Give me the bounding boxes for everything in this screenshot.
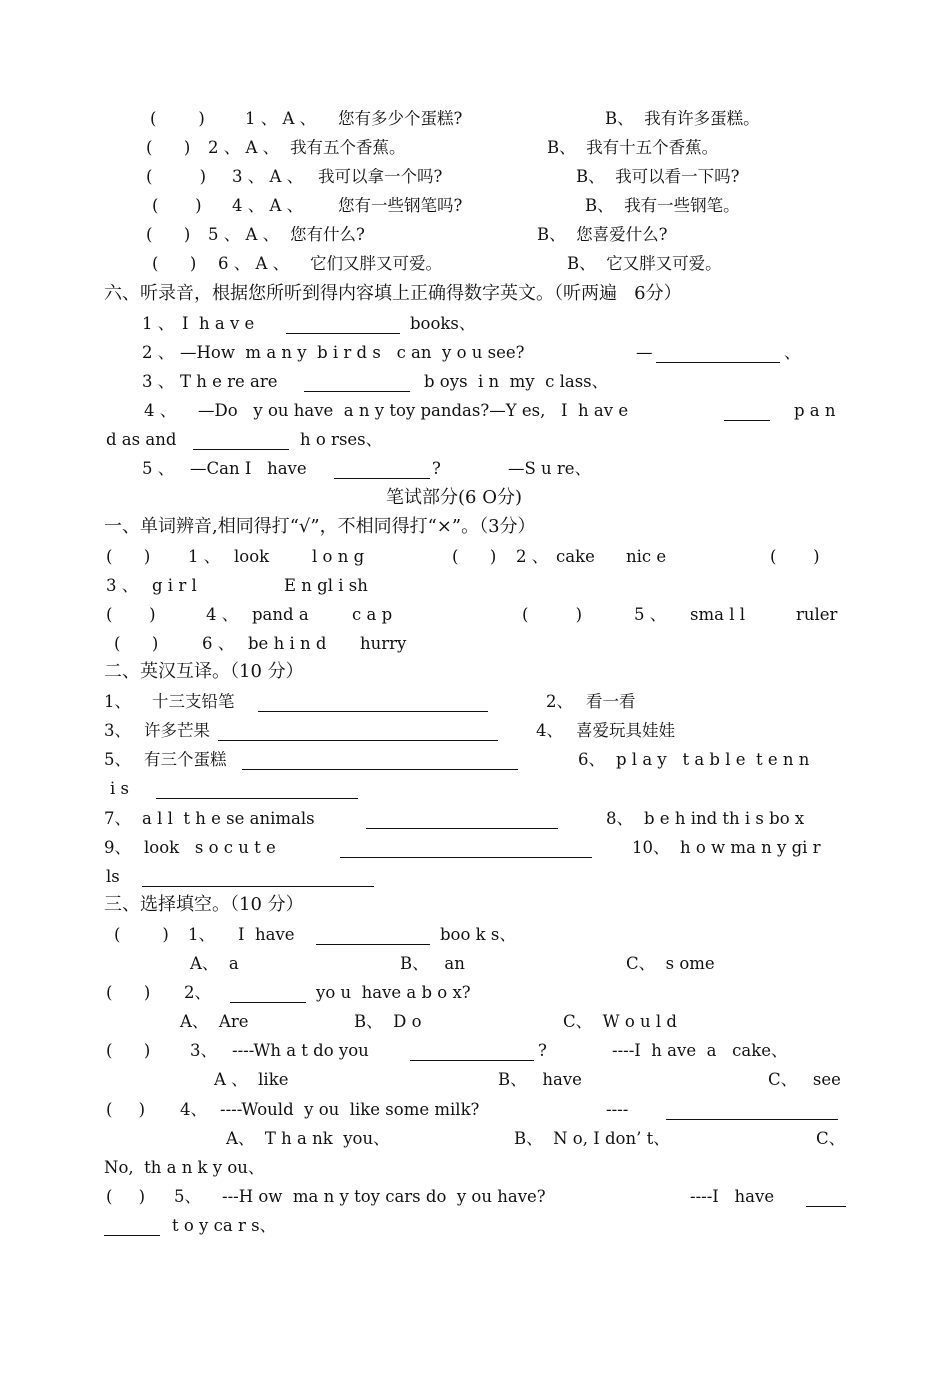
word: E n gl i sh: [284, 576, 368, 595]
answer-blank[interactable]: [230, 984, 306, 1003]
question-text: —Do y ou have a n y toy pandas?—Y es, I h av e: [198, 401, 629, 420]
question-number: 4 、 A 、: [232, 196, 304, 215]
choice-q4-options-cont: [0, 1153, 950, 1182]
choice-q5: [0, 1182, 950, 1211]
answer-bracket[interactable]: ( ): [146, 167, 207, 186]
option-b[interactable]: B、 D o: [354, 1012, 422, 1031]
item-text: b e h ind th i s bo x: [644, 809, 805, 828]
answer-blank[interactable]: [334, 460, 430, 479]
question-number: 6 、: [202, 634, 235, 653]
listen6-q4-cont: [0, 425, 950, 454]
question-number: 3 、: [106, 576, 139, 595]
question-text: I have: [238, 925, 295, 944]
item-number: 6、: [578, 750, 605, 769]
option-a[interactable]: A 、 like: [214, 1070, 289, 1089]
item-text: 看一看: [586, 692, 636, 711]
option-c[interactable]: C、: [816, 1129, 846, 1148]
listen6-q4: [0, 396, 950, 425]
answer-blank[interactable]: [656, 344, 780, 363]
item-text: 许多芒果: [144, 721, 210, 740]
question-number: 3、: [190, 1041, 217, 1060]
question-number: 4 、: [144, 401, 177, 420]
translate-title: [0, 657, 950, 686]
answer-blank[interactable]: [142, 868, 374, 887]
section-title-text: 二、英汉互译。（10 分）: [104, 661, 304, 682]
question-number: 2 、: [516, 547, 549, 566]
listen6-q1: [0, 309, 950, 338]
question-text: —Can I have: [190, 459, 307, 478]
choice-q5-cont: [0, 1211, 950, 1240]
question-text: t o y ca r s、: [172, 1216, 277, 1235]
listen-q2: [0, 133, 950, 162]
answer-bracket[interactable]: ( ): [106, 1041, 151, 1060]
option-b[interactable]: B、 N o, I don’ t、: [514, 1129, 670, 1148]
item-number: 3、: [104, 721, 131, 740]
choice-q2-options: [0, 1007, 950, 1036]
phonics-row-2: [0, 571, 950, 600]
item-text: i s: [110, 779, 129, 798]
translate-row-2: [0, 716, 950, 745]
answer-bracket[interactable]: ( ): [106, 1187, 146, 1206]
listen6-q3: [0, 367, 950, 396]
section-6-title: [0, 279, 950, 308]
option-b[interactable]: B、 have: [498, 1070, 582, 1089]
answer-blank[interactable]: [340, 839, 592, 858]
option-a[interactable]: A、 T h a nk you、: [226, 1129, 390, 1148]
item-text: h o w ma n y gi r: [680, 838, 821, 857]
answer-blank[interactable]: [218, 722, 498, 741]
choice-q3-options: [0, 1065, 950, 1094]
choice-title: [0, 890, 950, 919]
answer-blank[interactable]: [410, 1042, 534, 1061]
answer-blank[interactable]: [156, 780, 358, 799]
word: pand a: [252, 605, 309, 624]
answer-blank[interactable]: [806, 1188, 846, 1207]
phonics-row-1: [0, 542, 950, 571]
question-number: 4 、: [206, 605, 239, 624]
answer-blank[interactable]: [366, 810, 558, 829]
question-text: ----Wh a t do you: [232, 1041, 369, 1060]
option-a: 我有五个香蕉。: [290, 138, 406, 157]
section-title-text: 六、听录音，根据您所听到得内容填上正确得数字英文。（听两遍 6分）: [104, 283, 682, 304]
item-text: look s o c u t e: [144, 838, 276, 857]
answer-bracket[interactable]: ( ): [106, 605, 156, 624]
question-text: —How m a n y b i r d s c an y o u see?: [180, 343, 525, 362]
option-b: B、 我有十五个香蕉。: [547, 138, 719, 157]
option-c[interactable]: C、 s ome: [626, 954, 715, 973]
item-number: 2、: [546, 692, 573, 711]
punctuation: ?: [538, 1041, 547, 1060]
answer-bracket[interactable]: ( ): [522, 605, 583, 624]
answer-bracket[interactable]: ( ): [114, 925, 169, 944]
question-text: ---H ow ma n y toy cars do y ou have?: [222, 1187, 546, 1206]
answer-blank[interactable]: [316, 926, 430, 945]
item-text: 十三支铅笔: [152, 692, 235, 711]
option-c-text: No, th a n k y ou、: [104, 1158, 265, 1177]
response-text: ----I h ave a cake、: [612, 1041, 788, 1060]
choice-q2: [0, 978, 950, 1007]
word: look: [234, 547, 270, 566]
question-number: 2 、: [142, 343, 175, 362]
answer-bracket[interactable]: ( ): [770, 547, 820, 566]
answer-blank[interactable]: [242, 751, 518, 770]
choice-q4-options: [0, 1124, 950, 1153]
item-number: 1、: [104, 692, 131, 711]
phonics-row-4: [0, 629, 950, 658]
question-number: 1 、 A 、: [245, 109, 317, 128]
question-number: 2、: [184, 983, 211, 1002]
answer-bracket[interactable]: ( ): [146, 138, 191, 157]
option-b[interactable]: B、 an: [400, 954, 465, 973]
word: c a p: [352, 605, 393, 624]
question-text: yo u have a b o x?: [316, 983, 471, 1002]
translate-row-5-cont: [0, 862, 950, 891]
option-a: 我可以拿一个吗?: [318, 167, 443, 186]
item-text: 喜爱玩具娃娃: [576, 721, 675, 740]
section-title-text: 一、单词辨音,相同得打“√”，不相同得打“×”。（3分）: [104, 516, 536, 537]
option-b: B、 我有一些钢笔。: [585, 196, 740, 215]
listen-q4: [0, 191, 950, 220]
answer-bracket[interactable]: ( ): [452, 547, 497, 566]
translate-row-1: [0, 687, 950, 716]
listen-q6: [0, 249, 950, 278]
listen6-q2: [0, 338, 950, 367]
listen6-q5: [0, 454, 950, 483]
punctuation: ?: [432, 459, 441, 478]
question-text: h o rses、: [300, 430, 383, 449]
question-number: 5 、: [634, 605, 667, 624]
option-c[interactable]: C、 W o u l d: [563, 1012, 677, 1031]
word: cake: [556, 547, 595, 566]
item-text: ls: [106, 867, 120, 886]
word: be h i n d: [248, 634, 327, 653]
answer-bracket[interactable]: ( ): [146, 225, 191, 244]
question-text: ----Would y ou like some milk?: [220, 1100, 480, 1119]
question-text: d as and: [106, 430, 177, 449]
question-number: 5、: [174, 1187, 201, 1206]
answer-bracket[interactable]: ( ): [152, 254, 197, 273]
option-a: 您有多少个蛋糕?: [338, 109, 463, 128]
choice-q1: [0, 920, 950, 949]
option-b: B、 您喜爱什么?: [537, 225, 668, 244]
punctuation: 、: [784, 343, 801, 362]
phonics-title: [0, 512, 950, 541]
listen-q3: [0, 162, 950, 191]
word: nic e: [626, 547, 667, 566]
answer-bracket[interactable]: ( ): [106, 983, 151, 1002]
question-number: 2 、 A 、: [208, 138, 280, 157]
item-text: 有三个蛋糕: [144, 750, 227, 769]
answer-blank[interactable]: [724, 402, 770, 421]
choice-q3: [0, 1036, 950, 1065]
option-b: B、 我有许多蛋糕。: [605, 109, 760, 128]
word: hurry: [360, 634, 407, 653]
item-number: 9、: [104, 838, 131, 857]
phonics-row-3: [0, 600, 950, 629]
question-text: T h e re are: [180, 372, 278, 391]
item-number: 8、: [606, 809, 633, 828]
dash: —: [636, 343, 653, 362]
question-number: 6 、 A 、: [218, 254, 290, 273]
question-number: 4、: [180, 1100, 207, 1119]
translate-row-4: [0, 804, 950, 833]
answer-blank[interactable]: [304, 373, 410, 392]
option-a: 您有什么?: [290, 225, 365, 244]
item-number: 5、: [104, 750, 131, 769]
word: sma l l: [690, 605, 745, 624]
question-number: 3 、 A 、: [232, 167, 304, 186]
option-a[interactable]: A、 a: [190, 954, 239, 973]
answer-blank[interactable]: [104, 1217, 160, 1236]
question-number: 1 、: [188, 547, 221, 566]
option-a: 它们又胖又可爱。: [310, 254, 442, 273]
option-b: B、 它又胖又可爱。: [567, 254, 722, 273]
word: ruler: [796, 605, 838, 624]
listen-q5: [0, 220, 950, 249]
answer-bracket[interactable]: ( ): [152, 196, 202, 215]
item-text: p l a y t a b l e t e n n: [616, 750, 810, 769]
answer-blank[interactable]: [193, 431, 289, 450]
question-number: 5 、: [142, 459, 175, 478]
word: g i r l: [152, 576, 197, 595]
question-text: I h a v e: [182, 314, 255, 333]
item-number: 7、: [104, 809, 131, 828]
section-title-text: 三、选择填空。（10 分）: [104, 894, 304, 915]
question-text: books、: [410, 314, 476, 333]
response-text: ----I have: [690, 1187, 775, 1206]
choice-q1-options: [0, 949, 950, 978]
translate-row-3: [0, 745, 950, 774]
question-text: p a n: [794, 401, 836, 420]
answer-bracket[interactable]: ( ): [114, 634, 159, 653]
question-number: 1 、: [142, 314, 175, 333]
question-number: 1、: [188, 925, 215, 944]
answer-blank[interactable]: [666, 1101, 838, 1120]
translate-row-5: [0, 833, 950, 862]
option-b: B、 我可以看一下吗?: [576, 167, 740, 186]
answer-blank[interactable]: [286, 315, 400, 334]
item-text: a l l t h e se animals: [142, 809, 315, 828]
question-text: boo k s、: [440, 925, 516, 944]
answer-blank[interactable]: [258, 693, 488, 712]
choice-q4: [0, 1095, 950, 1124]
answer-bracket[interactable]: ( ): [106, 1100, 146, 1119]
dash: ----: [606, 1100, 629, 1119]
option-a[interactable]: A、 Are: [180, 1012, 249, 1031]
listen-q1: [0, 104, 950, 133]
translate-row-3-cont: [0, 774, 950, 803]
option-c[interactable]: C、 see: [768, 1070, 841, 1089]
word: l o n g: [312, 547, 365, 566]
question-number: 3 、: [142, 372, 175, 391]
response-text: —S u re、: [508, 459, 592, 478]
item-number: 4、: [536, 721, 563, 740]
question-text: b oys i n my c lass、: [424, 372, 609, 391]
question-number: 5 、 A 、: [208, 225, 280, 244]
written-part-title: [0, 483, 950, 512]
part-title-text: 笔试部分(6 O分): [386, 487, 522, 508]
answer-bracket[interactable]: ( ): [150, 109, 205, 128]
answer-bracket[interactable]: ( ): [106, 547, 151, 566]
option-a: 您有一些钢笔吗?: [338, 196, 463, 215]
item-number: 10、: [632, 838, 670, 857]
